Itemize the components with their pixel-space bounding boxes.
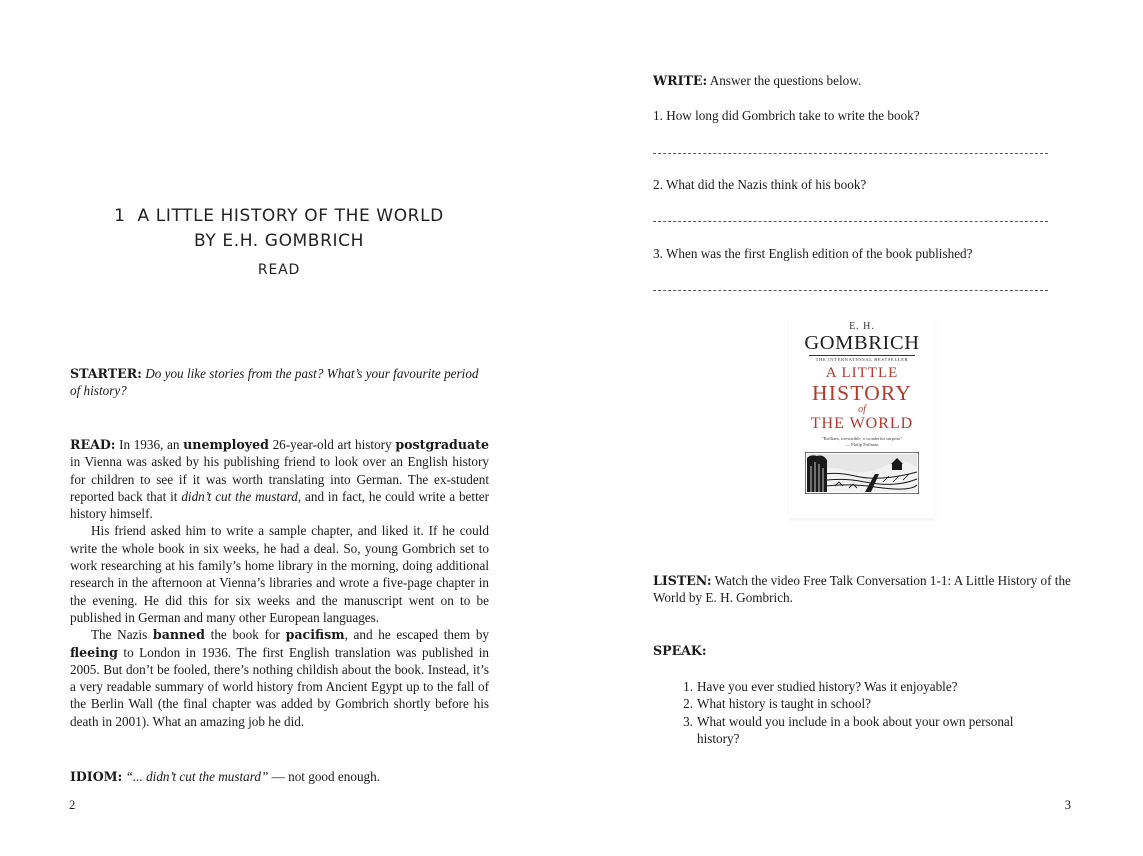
paragraph-3 [70,626,489,730]
list-item [683,695,1057,712]
idiom-phrase: “... didn’t cut the mustard” [125,769,269,784]
idiom-section [70,768,489,785]
list-text: What would you include in a book about your own personal history? [697,713,1014,746]
text-span: , and in fact, he could write a better history himself. [70,488,489,522]
answer-line-3[interactable] [653,290,1048,291]
book-quote [789,436,935,448]
paragraph-1 [70,436,489,522]
speak-label: SPEAK: [653,643,707,658]
book-title-of: of [858,404,866,415]
text-span: to London in 1936. The first English translation was published in 2005. But don’t be fooled, there’s nothing childish about the book. Instead, it’s a very readable summary of world history from Ancient Egypt up to the fall of the Berlin Wall (the final chapter was added by Gombrich shortly before his death in 2001). What an amazing job he did. [70,644,489,729]
chapter-number: 1 [114,206,126,226]
keyword-banned: banned [152,627,205,643]
speak-questions [683,678,1057,747]
paragraph-2: His friend asked him to write a sample chapter, and liked it. If he could write the whole book in six weeks, he had a deal. So, young Gombrich set to work researching at his family’s home library in the morning, doing additional research in the afternoon at Vienna’s libraries and wrote a five-page chapter in the evening. He did this for six weeks and the manuscript went on to be published in German and many other European languages. [70,523,489,625]
text-span: 26-year-old art history [268,437,396,452]
keyword-fleeing: fleeing [70,644,118,660]
answer-line-1[interactable] [653,153,1048,154]
write-instruction [653,72,1073,89]
list-number: 2. [683,696,693,712]
chapter-title [70,204,488,279]
starter-label: STARTER: [70,366,142,381]
write-text: Answer the questions below. [707,73,862,88]
left-page [0,0,571,856]
woodcut-illustration [805,452,919,494]
list-item [683,713,1057,748]
book-title-line2: HISTORY [812,381,912,405]
book-title-line3: THE WORLD [810,415,914,432]
listen-label: LISTEN: [653,573,712,588]
text-span: the book for [205,627,286,643]
book-quote-text: "Brilliant, irresistible, a wonderful surprise" [821,436,903,441]
listen-text: Watch the video Free Talk Conversation 1-1: A Little History of the World by E. H. Gombrich. [653,573,1071,606]
question-1: 1. How long did Gombrich take to write the book? [653,108,920,123]
section-label: READ [257,262,301,278]
page-number-left: 2 [69,798,76,812]
idiom-meaning: — not good enough. [268,769,381,784]
reading-passage [70,436,489,730]
book-title-line1: A LITTLE [825,365,899,381]
book-cover-image [789,318,935,518]
book-author-initials: E. H. [849,321,875,332]
answer-line-2[interactable] [653,221,1048,222]
starter-question: Do you like stories from the past? What’s your favourite period of history? [70,366,479,399]
idiom-in-text: didn’t cut the mustard [181,488,298,504]
page-number-right: 3 [1064,798,1071,812]
chapter-title-line2: BY E.H. GOMBRICH [194,231,364,251]
chapter-title-line1 [70,204,488,229]
text-span: , and he escaped them by [344,627,490,643]
keyword-postgraduate: postgraduate [395,437,489,452]
list-item [683,678,1057,695]
keyword-pacifism: pacifism [285,627,345,643]
idiom-label: IDIOM: [70,769,123,784]
list-text: What history is taught in school? [697,696,871,712]
book-quote-source: — Philip Pullman [845,442,879,447]
list-text: Have you ever studied history? Was it enjoyable? [697,679,958,694]
write-label: WRITE: [653,73,708,88]
starter-section [70,365,489,400]
chapter-title-text: A LITTLE HISTORY OF THE WORLD [137,206,444,226]
read-label: READ: [70,437,116,452]
text-span: in Vienna was asked by his publishing friend to look over an English history for children to see if it was worth translating into German. The ex-student reported back that it [70,454,489,504]
listen-section [653,572,1093,607]
list-number: 3. [683,713,693,729]
text-span: In 1936, an [115,437,184,452]
book-author: GOMBRICH [804,332,920,354]
question-3: 3. When was the first English edition of the book published? [653,246,973,261]
question-2: 2. What did the Nazis think of his book? [653,177,867,192]
list-number: 1. [683,679,693,694]
right-page [571,0,1143,856]
book-tagline: THE INTERNATIONAL BESTSELLER [809,355,915,363]
text-span: The Nazis [91,627,153,643]
keyword-unemployed: unemployed [183,437,269,452]
